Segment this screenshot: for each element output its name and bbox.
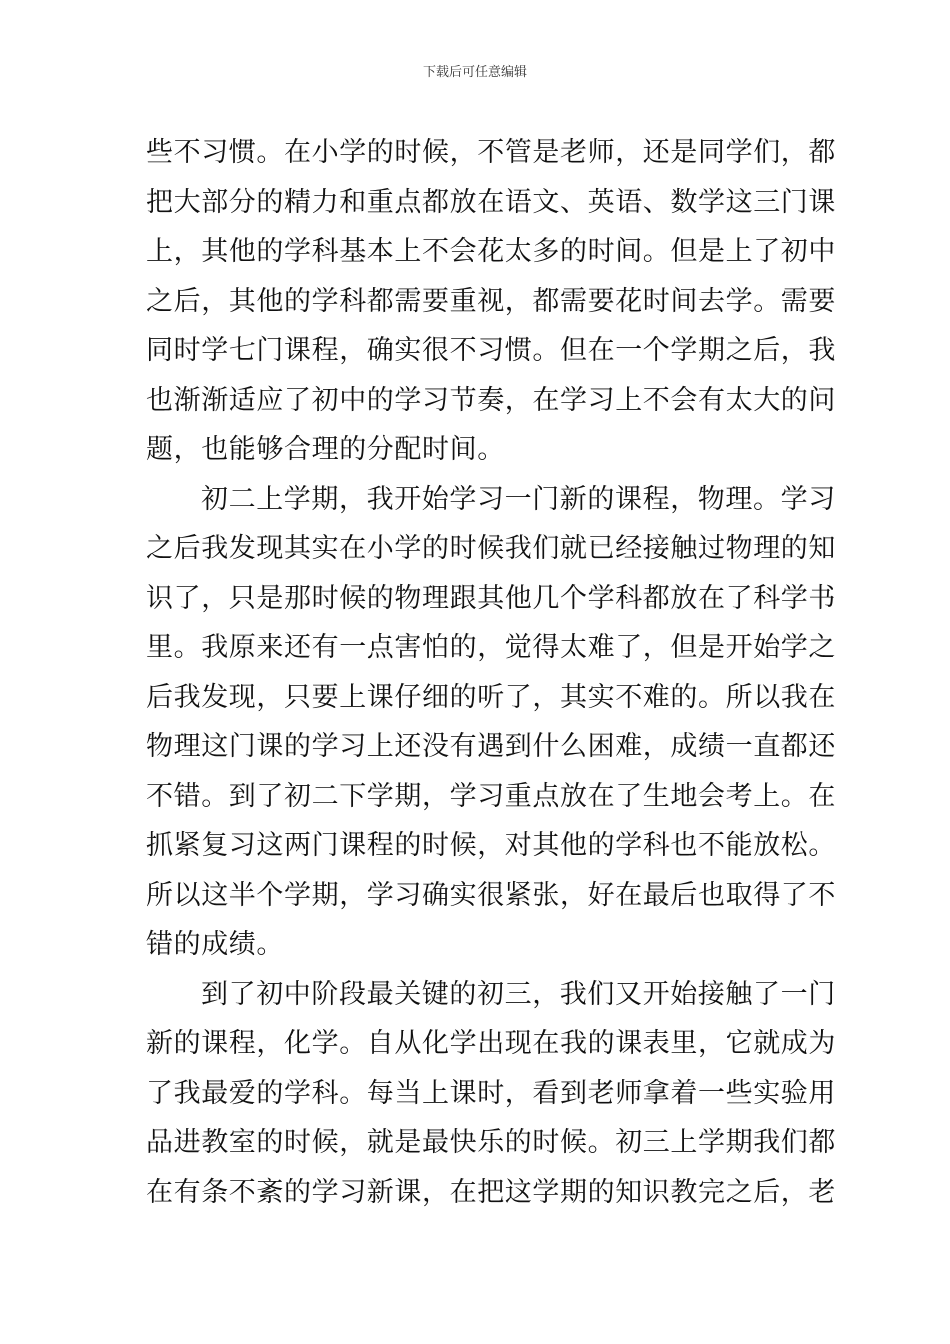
text-line: 些不习惯。在小学的时候，不管是老师，还是同学们，都 xyxy=(146,137,836,168)
text-line: 之后，其他的学科都需要重视，都需要花时间去学。需要 xyxy=(146,285,836,317)
text-line: 所以这半个学期，学习确实很紧张，好在最后也取得了不 xyxy=(146,879,836,911)
text-line: 初二上学期，我开始学习一门新的课程，物理。学习 xyxy=(201,483,836,515)
text-line: 新的课程，化学。自从化学出现在我的课表里，它就成为 xyxy=(146,1028,836,1059)
text-line: 在有条不紊的学习新课，在把这学期的知识教完之后，老 xyxy=(146,1176,836,1208)
text-line: 上，其他的学科基本上不会花太多的时间。但是上了初中 xyxy=(146,236,836,267)
text-line: 了我最爱的学科。每当上课时，看到老师拿着一些实验用 xyxy=(146,1077,836,1109)
text-line: 品进教室的时候，就是最快乐的时候。初三上学期我们都 xyxy=(146,1127,836,1158)
text-line: 之后我发现其实在小学的时候我们就已经接触过物理的知 xyxy=(146,533,836,564)
text-line: 里。我原来还有一点害怕的，觉得太难了，但是开始学之 xyxy=(146,632,836,663)
text-line: 到了初中阶段最关键的初三，我们又开始接触了一门 xyxy=(201,978,836,1010)
text-line: 也渐渐适应了初中的学习节奏，在学习上不会有太大的问 xyxy=(146,384,836,416)
text-line: 把大部分的精力和重点都放在语文、英语、数学这三门课 xyxy=(146,186,836,218)
text-line: 物理这门课的学习上还没有遇到什么困难，成绩一直都还 xyxy=(146,731,836,762)
page-header-note: 下载后可任意编辑 xyxy=(422,65,527,80)
text-line: 题，也能够合理的分配时间。 xyxy=(146,434,505,465)
text-line: 后我发现，只要上课仔细的听了，其实不难的。所以我在 xyxy=(146,681,836,713)
text-line: 识了，只是那时候的物理跟其他几个学科都放在了科学书 xyxy=(146,582,836,614)
text-line: 错的成绩。 xyxy=(146,929,284,960)
text-line: 抓紧复习这两门课程的时候，对其他的学科也不能放松。 xyxy=(146,830,836,861)
body-text xyxy=(146,128,836,1217)
text-line: 不错。到了初二下学期，学习重点放在了生地会考上。在 xyxy=(146,780,836,812)
text-line: 同时学七门课程，确实很不习惯。但在一个学期之后，我 xyxy=(146,335,836,366)
